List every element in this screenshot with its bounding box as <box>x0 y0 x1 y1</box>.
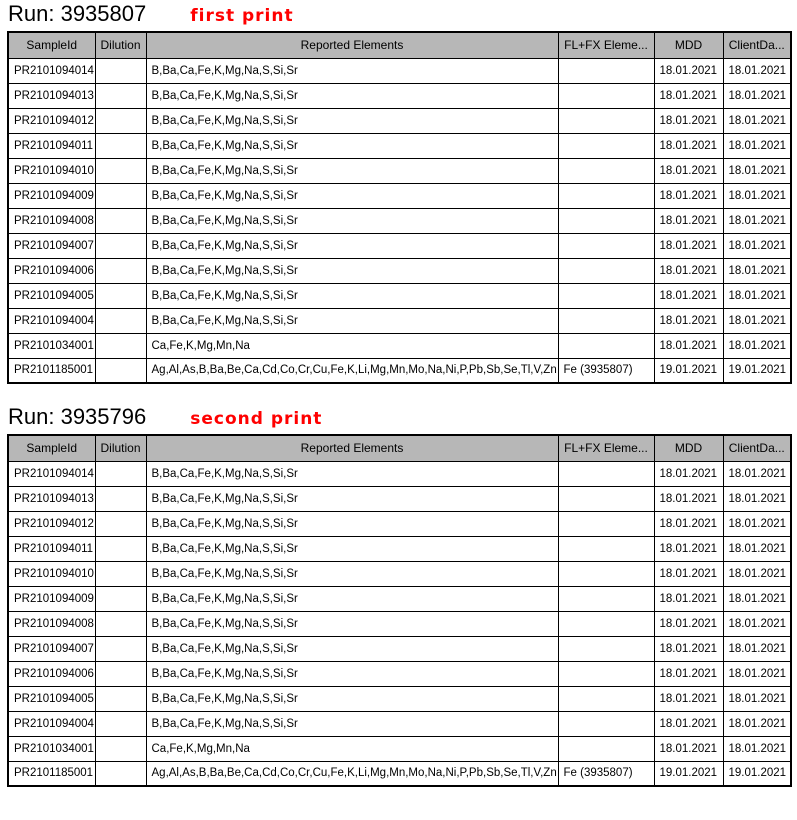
table-body <box>8 58 791 383</box>
reported-elements-cell: B,Ba,Ca,Fe,K,Mg,Na,S,Si,Sr <box>146 58 558 83</box>
flfx-elements-cell <box>558 208 654 233</box>
client-date-cell: 18.01.2021 <box>723 133 791 158</box>
dilution-cell <box>95 686 146 711</box>
reported-elements-cell: B,Ba,Ca,Fe,K,Mg,Na,S,Si,Sr <box>146 83 558 108</box>
table-row <box>8 133 791 158</box>
client-date-cell: 18.01.2021 <box>723 511 791 536</box>
run-section-first <box>7 2 797 384</box>
table-row <box>8 83 791 108</box>
table-row <box>8 108 791 133</box>
client-date-cell: 18.01.2021 <box>723 333 791 358</box>
client-date-cell: 18.01.2021 <box>723 183 791 208</box>
col-header-sample-id: SampleId <box>8 435 95 461</box>
client-date-cell: 18.01.2021 <box>723 461 791 486</box>
flfx-elements-cell <box>558 333 654 358</box>
reported-elements-cell: B,Ba,Ca,Fe,K,Mg,Na,S,Si,Sr <box>146 486 558 511</box>
reported-elements-cell: B,Ba,Ca,Fe,K,Mg,Na,S,Si,Sr <box>146 661 558 686</box>
col-header-flfx-elements: FL+FX Eleme... <box>558 32 654 58</box>
table-row <box>8 58 791 83</box>
reported-elements-cell: Ag,Al,As,B,Ba,Be,Ca,Cd,Co,Cr,Cu,Fe,K,Li,Mg,Mn,Mo,Na,Ni,P,Pb,Sb,Se,Tl,V,Zn <box>146 358 558 383</box>
mdd-cell: 18.01.2021 <box>654 283 723 308</box>
table-row <box>8 233 791 258</box>
col-header-dilution: Dilution <box>95 32 146 58</box>
flfx-elements-cell <box>558 258 654 283</box>
dilution-cell <box>95 158 146 183</box>
sample-id-cell: PR2101094005 <box>8 283 95 308</box>
table-row <box>8 536 791 561</box>
flfx-elements-cell <box>558 661 654 686</box>
table-row <box>8 586 791 611</box>
dilution-cell <box>95 511 146 536</box>
mdd-cell: 18.01.2021 <box>654 208 723 233</box>
dilution-cell <box>95 486 146 511</box>
sample-id-cell: PR2101094007 <box>8 636 95 661</box>
flfx-elements-cell <box>558 283 654 308</box>
sample-id-cell: PR2101034001 <box>8 736 95 761</box>
reported-elements-cell: B,Ba,Ca,Fe,K,Mg,Na,S,Si,Sr <box>146 233 558 258</box>
flfx-elements-cell <box>558 561 654 586</box>
samples-table <box>7 31 792 384</box>
table-row <box>8 661 791 686</box>
reported-elements-cell: B,Ba,Ca,Fe,K,Mg,Na,S,Si,Sr <box>146 133 558 158</box>
mdd-cell: 18.01.2021 <box>654 158 723 183</box>
mdd-cell: 18.01.2021 <box>654 561 723 586</box>
client-date-cell: 18.01.2021 <box>723 661 791 686</box>
dilution-cell <box>95 283 146 308</box>
reported-elements-cell: B,Ba,Ca,Fe,K,Mg,Na,S,Si,Sr <box>146 461 558 486</box>
flfx-elements-cell: Fe (3935807) <box>558 358 654 383</box>
client-date-cell: 18.01.2021 <box>723 58 791 83</box>
dilution-cell <box>95 233 146 258</box>
col-header-flfx-elements: FL+FX Eleme... <box>558 435 654 461</box>
samples-table <box>7 434 792 787</box>
flfx-elements-cell: Fe (3935807) <box>558 761 654 786</box>
client-date-cell: 18.01.2021 <box>723 308 791 333</box>
mdd-cell: 19.01.2021 <box>654 761 723 786</box>
mdd-cell: 18.01.2021 <box>654 233 723 258</box>
sample-id-cell: PR2101094012 <box>8 108 95 133</box>
reported-elements-cell: B,Ba,Ca,Fe,K,Mg,Na,S,Si,Sr <box>146 208 558 233</box>
dilution-cell <box>95 761 146 786</box>
client-date-cell: 19.01.2021 <box>723 358 791 383</box>
mdd-cell: 18.01.2021 <box>654 686 723 711</box>
mdd-cell: 19.01.2021 <box>654 358 723 383</box>
sample-id-cell: PR2101094014 <box>8 58 95 83</box>
flfx-elements-cell <box>558 461 654 486</box>
client-date-cell: 18.01.2021 <box>723 686 791 711</box>
dilution-cell <box>95 611 146 636</box>
table-row <box>8 561 791 586</box>
mdd-cell: 18.01.2021 <box>654 661 723 686</box>
mdd-cell: 18.01.2021 <box>654 711 723 736</box>
reported-elements-cell: B,Ba,Ca,Fe,K,Mg,Na,S,Si,Sr <box>146 158 558 183</box>
sample-id-cell: PR2101094006 <box>8 258 95 283</box>
dilution-cell <box>95 661 146 686</box>
sample-id-cell: PR2101094013 <box>8 486 95 511</box>
mdd-cell: 18.01.2021 <box>654 586 723 611</box>
mdd-cell: 18.01.2021 <box>654 108 723 133</box>
dilution-cell <box>95 258 146 283</box>
dilution-cell <box>95 333 146 358</box>
flfx-elements-cell <box>558 108 654 133</box>
table-row <box>8 611 791 636</box>
header-row <box>8 32 791 58</box>
col-header-mdd: MDD <box>654 32 723 58</box>
sample-id-cell: PR2101094011 <box>8 133 95 158</box>
flfx-elements-cell <box>558 233 654 258</box>
mdd-cell: 18.01.2021 <box>654 611 723 636</box>
reported-elements-cell: B,Ba,Ca,Fe,K,Mg,Na,S,Si,Sr <box>146 183 558 208</box>
table-row <box>8 761 791 786</box>
flfx-elements-cell <box>558 736 654 761</box>
table-header <box>8 32 791 58</box>
table-row <box>8 208 791 233</box>
client-date-cell: 19.01.2021 <box>723 761 791 786</box>
dilution-cell <box>95 308 146 333</box>
sample-id-cell: PR2101094007 <box>8 233 95 258</box>
table-row <box>8 333 791 358</box>
col-header-reported-elements: Reported Elements <box>146 435 558 461</box>
sample-id-cell: PR2101185001 <box>8 358 95 383</box>
table-row <box>8 736 791 761</box>
handwritten-annotation: second print <box>190 409 323 429</box>
dilution-cell <box>95 133 146 158</box>
client-date-cell: 18.01.2021 <box>723 233 791 258</box>
sample-id-cell: PR2101094005 <box>8 686 95 711</box>
flfx-elements-cell <box>558 133 654 158</box>
flfx-elements-cell <box>558 183 654 208</box>
flfx-elements-cell <box>558 611 654 636</box>
reported-elements-cell: B,Ba,Ca,Fe,K,Mg,Na,S,Si,Sr <box>146 586 558 611</box>
dilution-cell <box>95 83 146 108</box>
sample-id-cell: PR2101094008 <box>8 611 95 636</box>
handwritten-annotation: first print <box>190 6 294 26</box>
dilution-cell <box>95 586 146 611</box>
client-date-cell: 18.01.2021 <box>723 486 791 511</box>
table-row <box>8 511 791 536</box>
reported-elements-cell: B,Ba,Ca,Fe,K,Mg,Na,S,Si,Sr <box>146 308 558 333</box>
flfx-elements-cell <box>558 58 654 83</box>
sample-id-cell: PR2101094009 <box>8 586 95 611</box>
flfx-elements-cell <box>558 686 654 711</box>
mdd-cell: 18.01.2021 <box>654 258 723 283</box>
mdd-cell: 18.01.2021 <box>654 636 723 661</box>
col-header-client-date: ClientDa... <box>723 32 791 58</box>
client-date-cell: 18.01.2021 <box>723 611 791 636</box>
table-row <box>8 158 791 183</box>
col-header-dilution: Dilution <box>95 435 146 461</box>
run-title-line <box>8 2 797 26</box>
reported-elements-cell: B,Ba,Ca,Fe,K,Mg,Na,S,Si,Sr <box>146 711 558 736</box>
reported-elements-cell: Ag,Al,As,B,Ba,Be,Ca,Cd,Co,Cr,Cu,Fe,K,Li,Mg,Mn,Mo,Na,Ni,P,Pb,Sb,Se,Tl,V,Zn <box>146 761 558 786</box>
table-row <box>8 486 791 511</box>
dilution-cell <box>95 58 146 83</box>
client-date-cell: 18.01.2021 <box>723 83 791 108</box>
client-date-cell: 18.01.2021 <box>723 283 791 308</box>
flfx-elements-cell <box>558 586 654 611</box>
dilution-cell <box>95 736 146 761</box>
client-date-cell: 18.01.2021 <box>723 108 791 133</box>
reported-elements-cell: B,Ba,Ca,Fe,K,Mg,Na,S,Si,Sr <box>146 108 558 133</box>
reported-elements-cell: Ca,Fe,K,Mg,Mn,Na <box>146 333 558 358</box>
mdd-cell: 18.01.2021 <box>654 333 723 358</box>
mdd-cell: 18.01.2021 <box>654 83 723 108</box>
client-date-cell: 18.01.2021 <box>723 536 791 561</box>
client-date-cell: 18.01.2021 <box>723 258 791 283</box>
flfx-elements-cell <box>558 308 654 333</box>
reported-elements-cell: B,Ba,Ca,Fe,K,Mg,Na,S,Si,Sr <box>146 283 558 308</box>
run-title: Run: 3935796 <box>8 404 147 429</box>
dilution-cell <box>95 636 146 661</box>
client-date-cell: 18.01.2021 <box>723 158 791 183</box>
sample-id-cell: PR2101094009 <box>8 183 95 208</box>
flfx-elements-cell <box>558 636 654 661</box>
sample-id-cell: PR2101094013 <box>8 83 95 108</box>
col-header-sample-id: SampleId <box>8 32 95 58</box>
flfx-elements-cell <box>558 711 654 736</box>
run-section-second <box>7 405 797 787</box>
sample-id-cell: PR2101094006 <box>8 661 95 686</box>
table-row <box>8 461 791 486</box>
client-date-cell: 18.01.2021 <box>723 636 791 661</box>
sample-id-cell: PR2101034001 <box>8 333 95 358</box>
sample-id-cell: PR2101185001 <box>8 761 95 786</box>
dilution-cell <box>95 208 146 233</box>
mdd-cell: 18.01.2021 <box>654 183 723 208</box>
col-header-reported-elements: Reported Elements <box>146 32 558 58</box>
flfx-elements-cell <box>558 486 654 511</box>
run-title: Run: 3935807 <box>8 1 147 26</box>
col-header-mdd: MDD <box>654 435 723 461</box>
flfx-elements-cell <box>558 83 654 108</box>
col-header-client-date: ClientDa... <box>723 435 791 461</box>
client-date-cell: 18.01.2021 <box>723 208 791 233</box>
reported-elements-cell: B,Ba,Ca,Fe,K,Mg,Na,S,Si,Sr <box>146 611 558 636</box>
table-body <box>8 461 791 786</box>
flfx-elements-cell <box>558 536 654 561</box>
sample-id-cell: PR2101094014 <box>8 461 95 486</box>
client-date-cell: 18.01.2021 <box>723 561 791 586</box>
sample-id-cell: PR2101094011 <box>8 536 95 561</box>
reported-elements-cell: B,Ba,Ca,Fe,K,Mg,Na,S,Si,Sr <box>146 561 558 586</box>
sample-id-cell: PR2101094010 <box>8 158 95 183</box>
mdd-cell: 18.01.2021 <box>654 486 723 511</box>
table-row <box>8 308 791 333</box>
table-header <box>8 435 791 461</box>
mdd-cell: 18.01.2021 <box>654 536 723 561</box>
mdd-cell: 18.01.2021 <box>654 736 723 761</box>
dilution-cell <box>95 183 146 208</box>
mdd-cell: 18.01.2021 <box>654 308 723 333</box>
mdd-cell: 18.01.2021 <box>654 511 723 536</box>
flfx-elements-cell <box>558 511 654 536</box>
dilution-cell <box>95 461 146 486</box>
table-row <box>8 283 791 308</box>
dilution-cell <box>95 711 146 736</box>
table-row <box>8 636 791 661</box>
reported-elements-cell: B,Ba,Ca,Fe,K,Mg,Na,S,Si,Sr <box>146 511 558 536</box>
client-date-cell: 18.01.2021 <box>723 711 791 736</box>
dilution-cell <box>95 536 146 561</box>
header-row <box>8 435 791 461</box>
sample-id-cell: PR2101094004 <box>8 308 95 333</box>
dilution-cell <box>95 561 146 586</box>
mdd-cell: 18.01.2021 <box>654 58 723 83</box>
reported-elements-cell: B,Ba,Ca,Fe,K,Mg,Na,S,Si,Sr <box>146 536 558 561</box>
table-row <box>8 258 791 283</box>
sample-id-cell: PR2101094008 <box>8 208 95 233</box>
table-row <box>8 183 791 208</box>
reported-elements-cell: Ca,Fe,K,Mg,Mn,Na <box>146 736 558 761</box>
table-row <box>8 686 791 711</box>
dilution-cell <box>95 358 146 383</box>
table-row <box>8 358 791 383</box>
sample-id-cell: PR2101094010 <box>8 561 95 586</box>
client-date-cell: 18.01.2021 <box>723 586 791 611</box>
reported-elements-cell: B,Ba,Ca,Fe,K,Mg,Na,S,Si,Sr <box>146 258 558 283</box>
mdd-cell: 18.01.2021 <box>654 133 723 158</box>
sample-id-cell: PR2101094004 <box>8 711 95 736</box>
reported-elements-cell: B,Ba,Ca,Fe,K,Mg,Na,S,Si,Sr <box>146 636 558 661</box>
mdd-cell: 18.01.2021 <box>654 461 723 486</box>
dilution-cell <box>95 108 146 133</box>
reported-elements-cell: B,Ba,Ca,Fe,K,Mg,Na,S,Si,Sr <box>146 686 558 711</box>
sample-id-cell: PR2101094012 <box>8 511 95 536</box>
flfx-elements-cell <box>558 158 654 183</box>
run-title-line <box>8 405 797 429</box>
client-date-cell: 18.01.2021 <box>723 736 791 761</box>
table-row <box>8 711 791 736</box>
